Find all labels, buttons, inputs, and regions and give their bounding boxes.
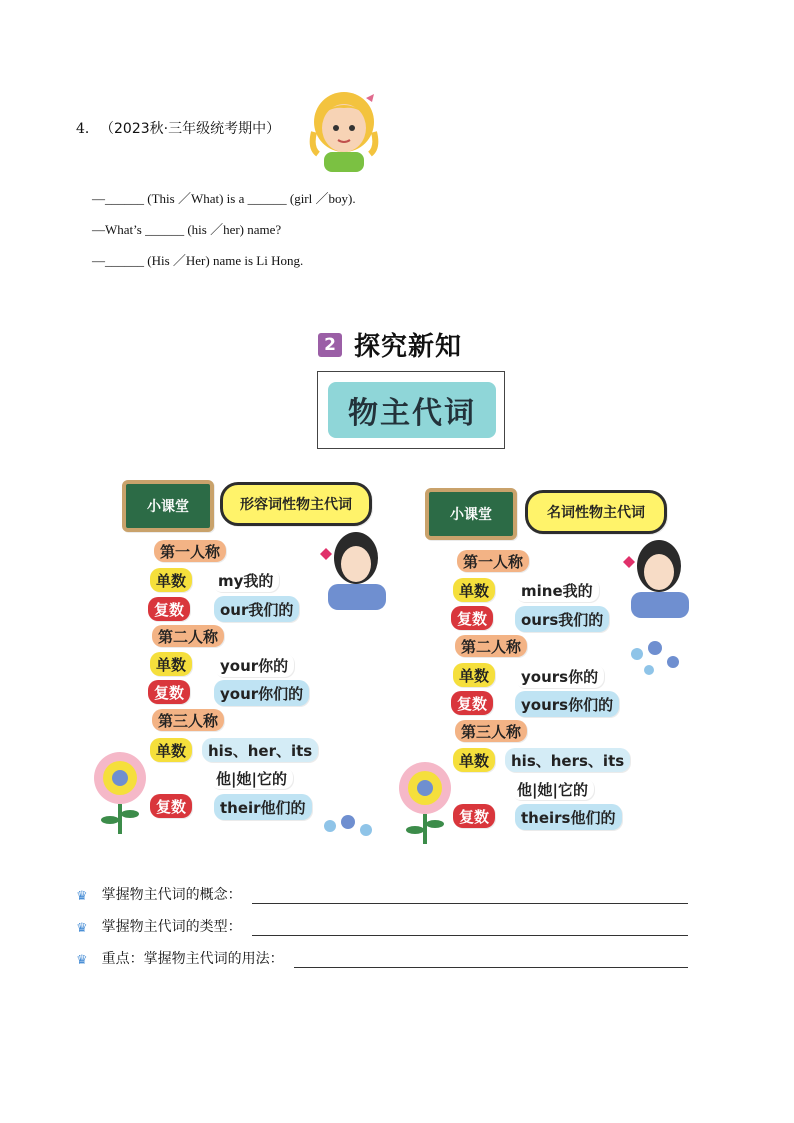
value-first-singular: my我的 xyxy=(212,568,279,592)
value-first-singular: mine我的 xyxy=(515,578,599,602)
label-third-person: 第三人称 xyxy=(455,720,527,742)
speech-bubble: 名词性物主代词 xyxy=(525,490,667,534)
speech-bubble: 形容词性物主代词 xyxy=(220,482,372,526)
objective-row xyxy=(76,916,688,936)
label-plural: 复数 xyxy=(451,606,493,630)
question-line-3: —______ (His ／Her) name is Li Hong. xyxy=(92,253,304,268)
question-line-1: —______ (This ／What) is a ______ (girl ／boy). xyxy=(92,191,356,206)
label-first-person: 第一人称 xyxy=(457,550,529,572)
girl-sticker-icon xyxy=(312,528,388,610)
value-first-plural: our我们的 xyxy=(214,596,299,622)
objective-text: 重点：掌握物主代词的用法： xyxy=(101,951,284,967)
label-plural: 复数 xyxy=(453,804,495,828)
label-singular: 单数 xyxy=(150,652,192,676)
value-third-plural: theirs他们的 xyxy=(515,804,622,830)
topic-banner-text: 物主代词 xyxy=(348,396,476,431)
paint-drops-icon xyxy=(627,636,687,682)
flower-icon xyxy=(90,748,154,838)
paint-drops-icon xyxy=(320,802,380,842)
label-singular: 单数 xyxy=(150,738,192,762)
chalkboard-label: 小课堂 xyxy=(425,488,517,540)
panel-noun-pronouns xyxy=(393,484,693,854)
value-third-singular: his、her、its xyxy=(202,738,318,762)
section-title: 探究新知 xyxy=(354,332,463,362)
value-third-plural: their他们的 xyxy=(214,794,312,820)
value-second-singular: yours你的 xyxy=(515,664,604,688)
label-first-person: 第一人称 xyxy=(154,540,226,562)
label-second-person: 第二人称 xyxy=(152,625,224,647)
label-singular: 单数 xyxy=(453,663,495,687)
objective-text: 掌握物主代词的概念： xyxy=(101,887,242,903)
girl-sticker-icon xyxy=(615,536,691,618)
value-third-singular: his、hers、its xyxy=(505,748,630,772)
answer-blank[interactable] xyxy=(294,951,688,968)
flower-icon xyxy=(395,758,459,848)
value-first-plural: ours我们的 xyxy=(515,606,609,632)
label-singular: 单数 xyxy=(150,568,192,592)
objective-text: 掌握物主代词的类型： xyxy=(101,919,242,935)
question-number: 4． xyxy=(76,121,99,137)
label-singular: 单数 xyxy=(453,578,495,602)
value-third-singular-cn: 他|她|它的 xyxy=(511,778,594,800)
value-second-singular: your你的 xyxy=(214,653,294,677)
topic-banner xyxy=(317,371,505,449)
label-second-person: 第二人称 xyxy=(455,635,527,657)
section-number-badge: 2 xyxy=(318,333,342,357)
value-third-singular-cn: 他|她|它的 xyxy=(210,767,293,789)
objective-row xyxy=(76,948,688,968)
panel-adjective-pronouns xyxy=(90,476,390,846)
value-second-plural: yours你们的 xyxy=(515,691,619,717)
crown-icon: ♛ xyxy=(76,921,88,936)
label-plural: 复数 xyxy=(148,680,190,704)
label-plural: 复数 xyxy=(148,597,190,621)
question-line-2: —What’s ______ (his ／her) name? xyxy=(92,222,282,237)
value-second-plural: your你们的 xyxy=(214,680,309,706)
label-plural: 复数 xyxy=(451,691,493,715)
crown-icon: ♛ xyxy=(76,889,88,904)
label-plural: 复数 xyxy=(150,794,192,818)
answer-blank[interactable] xyxy=(252,887,688,904)
section-heading xyxy=(318,326,462,363)
question-source: （2023秋·三年级统考期中） xyxy=(100,121,281,137)
girl-illustration xyxy=(308,88,380,172)
objective-row xyxy=(76,884,688,904)
chalkboard-label: 小课堂 xyxy=(122,480,214,532)
crown-icon: ♛ xyxy=(76,953,88,968)
answer-blank[interactable] xyxy=(252,919,688,936)
label-singular: 单数 xyxy=(453,748,495,772)
label-third-person: 第三人称 xyxy=(152,709,224,731)
